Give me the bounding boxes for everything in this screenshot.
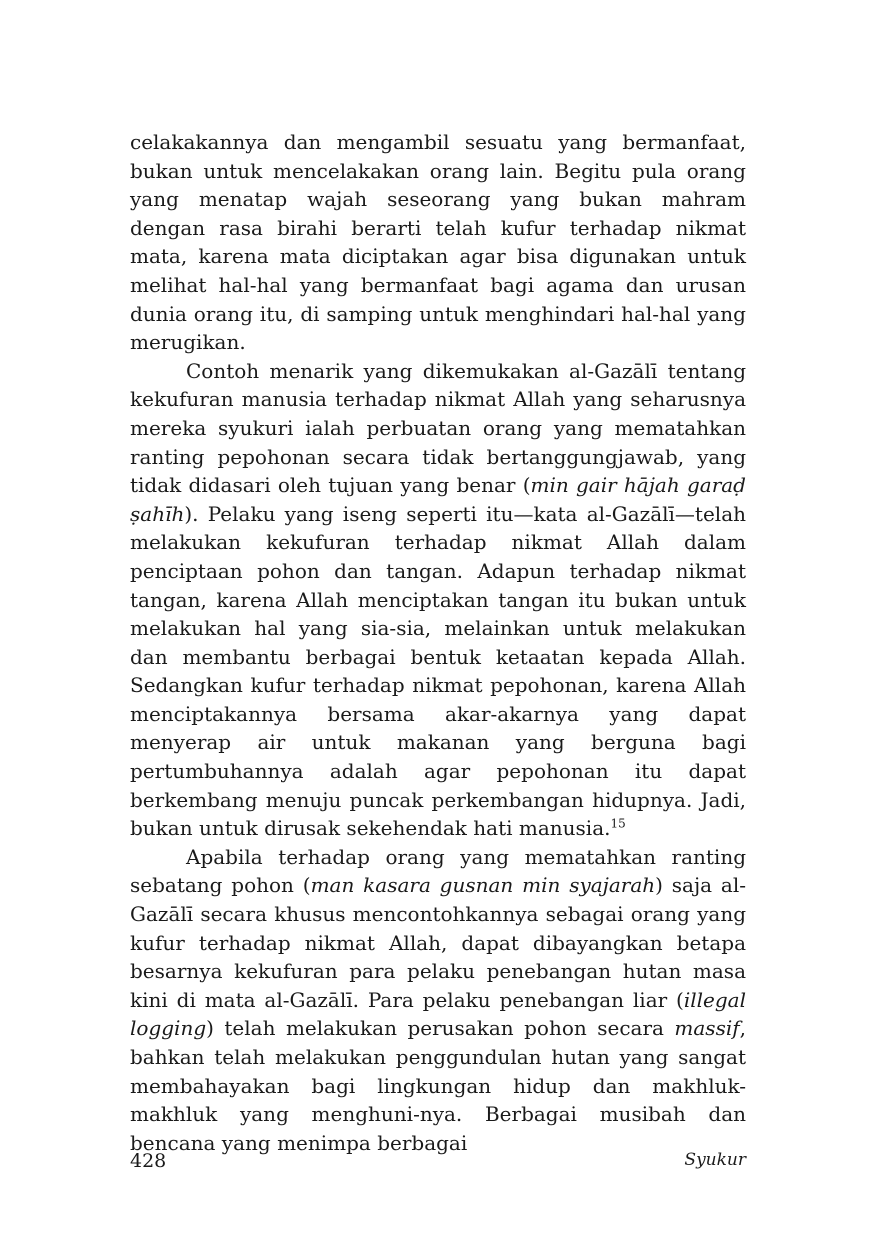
paragraph [130, 357, 746, 843]
paragraph-text: , bahkan telah melakukan penggundulan hutan yang sangat membahayakan bagi lingkungan hidup dan makhluk-makhluk yang menghuni-nya. Berbagai musibah dan bencana yang menimpa berbagai [130, 1016, 746, 1155]
paragraph-text: Contoh menarik yang dikemukakan al-Gazālī tentang kekufuran manusia terhadap nikmat Allah yang seharusnya mereka syukuri ialah perbuatan orang yang mematahkan ranting pepohonan secara tidak bertanggungjawab, yang tidak didasari oleh tujuan yang benar ( [130, 358, 746, 498]
paragraph-text: Apabila terhadap orang yang mematahkan ranting sebatang pohon ( [130, 844, 746, 898]
footnote-reference: 15 [610, 816, 626, 831]
paragraph-text: ). Pelaku yang iseng seperti itu—kata al-Gazālī—telah melakukan kekufuran terhadap nikmat Allah dalam penciptaan pohon dan tangan. Adapun terhadap nikmat tangan, karena Allah menciptakan tangan itu bukan untuk melakukan hal yang sia-sia, melainkan untuk melakukan dan membantu berbagai bentuk ketaatan kepada Allah. Sedangkan kufur terhadap nikmat pepohonan, karena Allah menciptakannya bersama akar-akarnya yang dapat menyerap air untuk makanan yang berguna bagi pertumbuhannya adalah agar pepohonan itu dapat berkembang menuju puncak perkembangan hidupnya. Jadi, bukan untuk dirusak sekehendak hati manusia. [130, 501, 746, 841]
page-footer [130, 1150, 746, 1178]
paragraph [130, 843, 746, 1158]
italic-term: massif [674, 1016, 740, 1041]
italic-term: man kasara gusnan min syajarah [310, 873, 656, 898]
running-title: Syukur [684, 1150, 746, 1170]
paragraph-text: celakakannya dan mengambil sesuatu yang bermanfaat, bukan untuk mencelakakan orang lain. Begitu pula orang yang menatap wajah seseorang yang bukan mahram dengan rasa birahi berarti telah kufur terhadap nikmat mata, karena mata diciptakan agar bisa digunakan untuk melihat hal-hal yang bermanfaat bagi agama dan urusan dunia orang itu, di samping untuk menghindari hal-hal yang merugikan. [130, 130, 746, 355]
italic-term: illegal logging [130, 987, 746, 1041]
paragraph-text: ) telah melakukan perusakan pohon secara [206, 1016, 675, 1041]
page-number: 428 [130, 1150, 167, 1172]
page-body [130, 128, 746, 1157]
italic-term: min gair hājah garaḍ ṣahīh [130, 473, 746, 526]
paragraph-text: ) saja al-Gazālī secara khusus mencontohkannya sebagai orang yang kufur terhadap nikmat Allah, dapat dibayangkan betapa besarnya kekufuran para pelaku penebangan hutan masa kini di mata al-Gazālī. Para pelaku penebangan liar ( [130, 873, 746, 1012]
paragraph [130, 128, 746, 357]
